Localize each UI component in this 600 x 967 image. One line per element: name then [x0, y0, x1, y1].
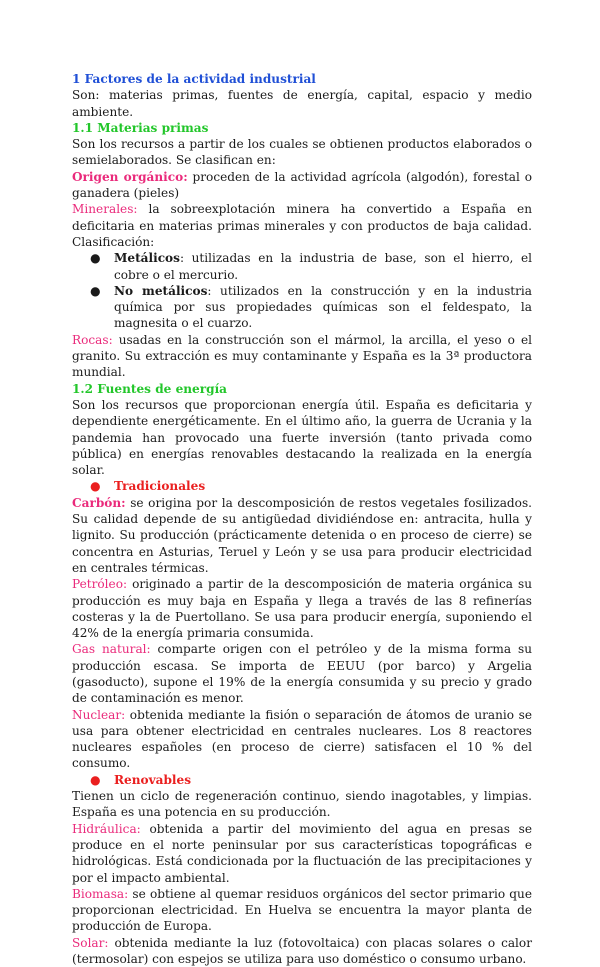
carbon-text: se origina por la descomposición de restos vegetales fosilizados. Su calidad depende de su antigüedad dividiéndose en: antracita, hulla y lignito. Su producción (prácticamente detenida o en proceso de cierre) se concentra en Asturias, Teruel y León y se usa para producir electricidad en centrales térmicas. [72, 495, 532, 575]
petroleo-label: Petróleo: [72, 577, 128, 592]
minerales-paragraph [72, 201, 532, 250]
biomasa-label: Biomasa: [72, 886, 129, 901]
bullet-icon: ● [90, 251, 101, 266]
document-page [72, 71, 532, 967]
subheading-renovables [72, 772, 532, 788]
rocas-text: usadas en la construcción son el mármol, la arcilla, el yeso o el granito. Su extracción es muy contaminante y España es la 3ª productora mundial. [72, 332, 532, 380]
solar-label: Solar: [72, 935, 109, 950]
petroleo-paragraph [72, 576, 532, 641]
gas-paragraph [72, 641, 532, 706]
renovables-heading-list [72, 772, 532, 788]
bullet-icon: ● [90, 772, 101, 787]
nuclear-text: obtenida mediante la fisión o separación de átomos de uranio se usa para obtener electricidad en centrales nucleares. Los 8 reactores nucleares españoles (en proceso de cierre) satisfacen el 10 % del consumo. [72, 707, 532, 771]
carbon-paragraph [72, 495, 532, 576]
renovables-title: Renovables [114, 772, 192, 787]
gas-label: Gas natural: [72, 642, 151, 657]
minerales-label: Minerales: [72, 202, 138, 217]
list-item [72, 250, 532, 283]
minerales-list [72, 250, 532, 331]
rocas-label: Rocas: [72, 332, 113, 347]
bullet-icon: ● [90, 479, 101, 494]
nuclear-label: Nuclear: [72, 707, 126, 722]
materias-primas-intro: Son los recursos a partir de los cuales se obtienen productos elaborados o semielaborados. Se clasifican en: [72, 137, 532, 168]
list-item-label: No metálicos [114, 283, 208, 298]
origen-organico-label: Origen orgánico: [72, 169, 188, 184]
minerales-text: la sobreexplotación minera ha convertido a España en deficitaria en materias primas minerales y con productos de baja calidad. Clasificación: [72, 202, 532, 249]
solar-paragraph [72, 935, 532, 967]
list-item [72, 283, 532, 332]
biomasa-text: se obtiene al quemar residuos orgánicos del sector primario que proporcionan electricidad. En Huelva se encuentra la mayor planta de producción de Europa. [72, 886, 532, 934]
section-1-2-title: 1.2 Fuentes de energía [72, 381, 228, 396]
origen-organico-text: proceden de la actividad agrícola (algodón), forestal o ganadera (pieles) [72, 169, 532, 201]
solar-text: obtenida mediante la luz (fotovoltaica) con placas solares o calor (termosolar) con espejos se utiliza para uso doméstico o consumo urbano. [72, 935, 532, 967]
bullet-icon: ● [90, 283, 101, 298]
carbon-label: Carbón: [72, 495, 126, 510]
hidraulica-label: Hidráulica: [72, 821, 141, 836]
hidraulica-paragraph [72, 821, 532, 886]
biomasa-paragraph [72, 886, 532, 935]
section-1-text: Son: materias primas, fuentes de energía, capital, espacio y medio ambiente. [72, 88, 532, 119]
section-1-title: 1 Factores de la actividad industrial [72, 72, 316, 86]
list-item-text: : utilizados en la construcción y en la industria química por sus propiedades químicas son el feldespato, la magnesita o el cuarzo. [114, 283, 532, 331]
hidraulica-text: obtenida a partir del movimiento del agua en presas se produce en el norte peninsular por sus características topográficas e hidrológicas. Está condicionada por la fluctuación de las precipitaciones y por el impacto ambiental. [72, 821, 532, 885]
section-1-1-title: 1.1 Materias primas [72, 120, 209, 135]
fuentes-energia-intro: Son los recursos que proporcionan energía útil. España es deficitaria y dependiente energéticamente. En el último año, la guerra de Ucrania y la pandemia han provocado una fuerte inversión (tanto privada como pública) en energías renovables destacando la realizada en la energía solar. [72, 397, 532, 478]
list-item-label: Metálicos [114, 251, 180, 266]
petroleo-text: originado a partir de la descomposición de materia orgánica su producción es muy baja en España y llega a través de las 8 refinerías costeras y la de Puertollano. Se usa para producir energía, suponiendo el 42% de la energía primaria consumida. [72, 577, 532, 641]
gas-text: comparte origen con el petróleo y de la misma forma su producción escasa. Se importa de EEUU (por barco) y Argelia (gasoducto), supone el 19% de la energía consumida y su precio y grado de contaminación es menor. [72, 642, 532, 706]
renovables-intro: Tienen un ciclo de regeneración continuo, siendo inagotables, y limpias. España es una potencia en su producción. [72, 789, 532, 820]
subheading-tradicionales [72, 478, 532, 494]
tradicionales-title: Tradicionales [114, 479, 206, 494]
list-item-text: : utilizadas en la industria de base, son el hierro, el cobre o el mercurio. [114, 251, 532, 282]
rocas-paragraph [72, 332, 532, 381]
nuclear-paragraph [72, 707, 532, 772]
origen-organico-paragraph [72, 169, 532, 202]
tradicionales-heading-list [72, 478, 532, 494]
